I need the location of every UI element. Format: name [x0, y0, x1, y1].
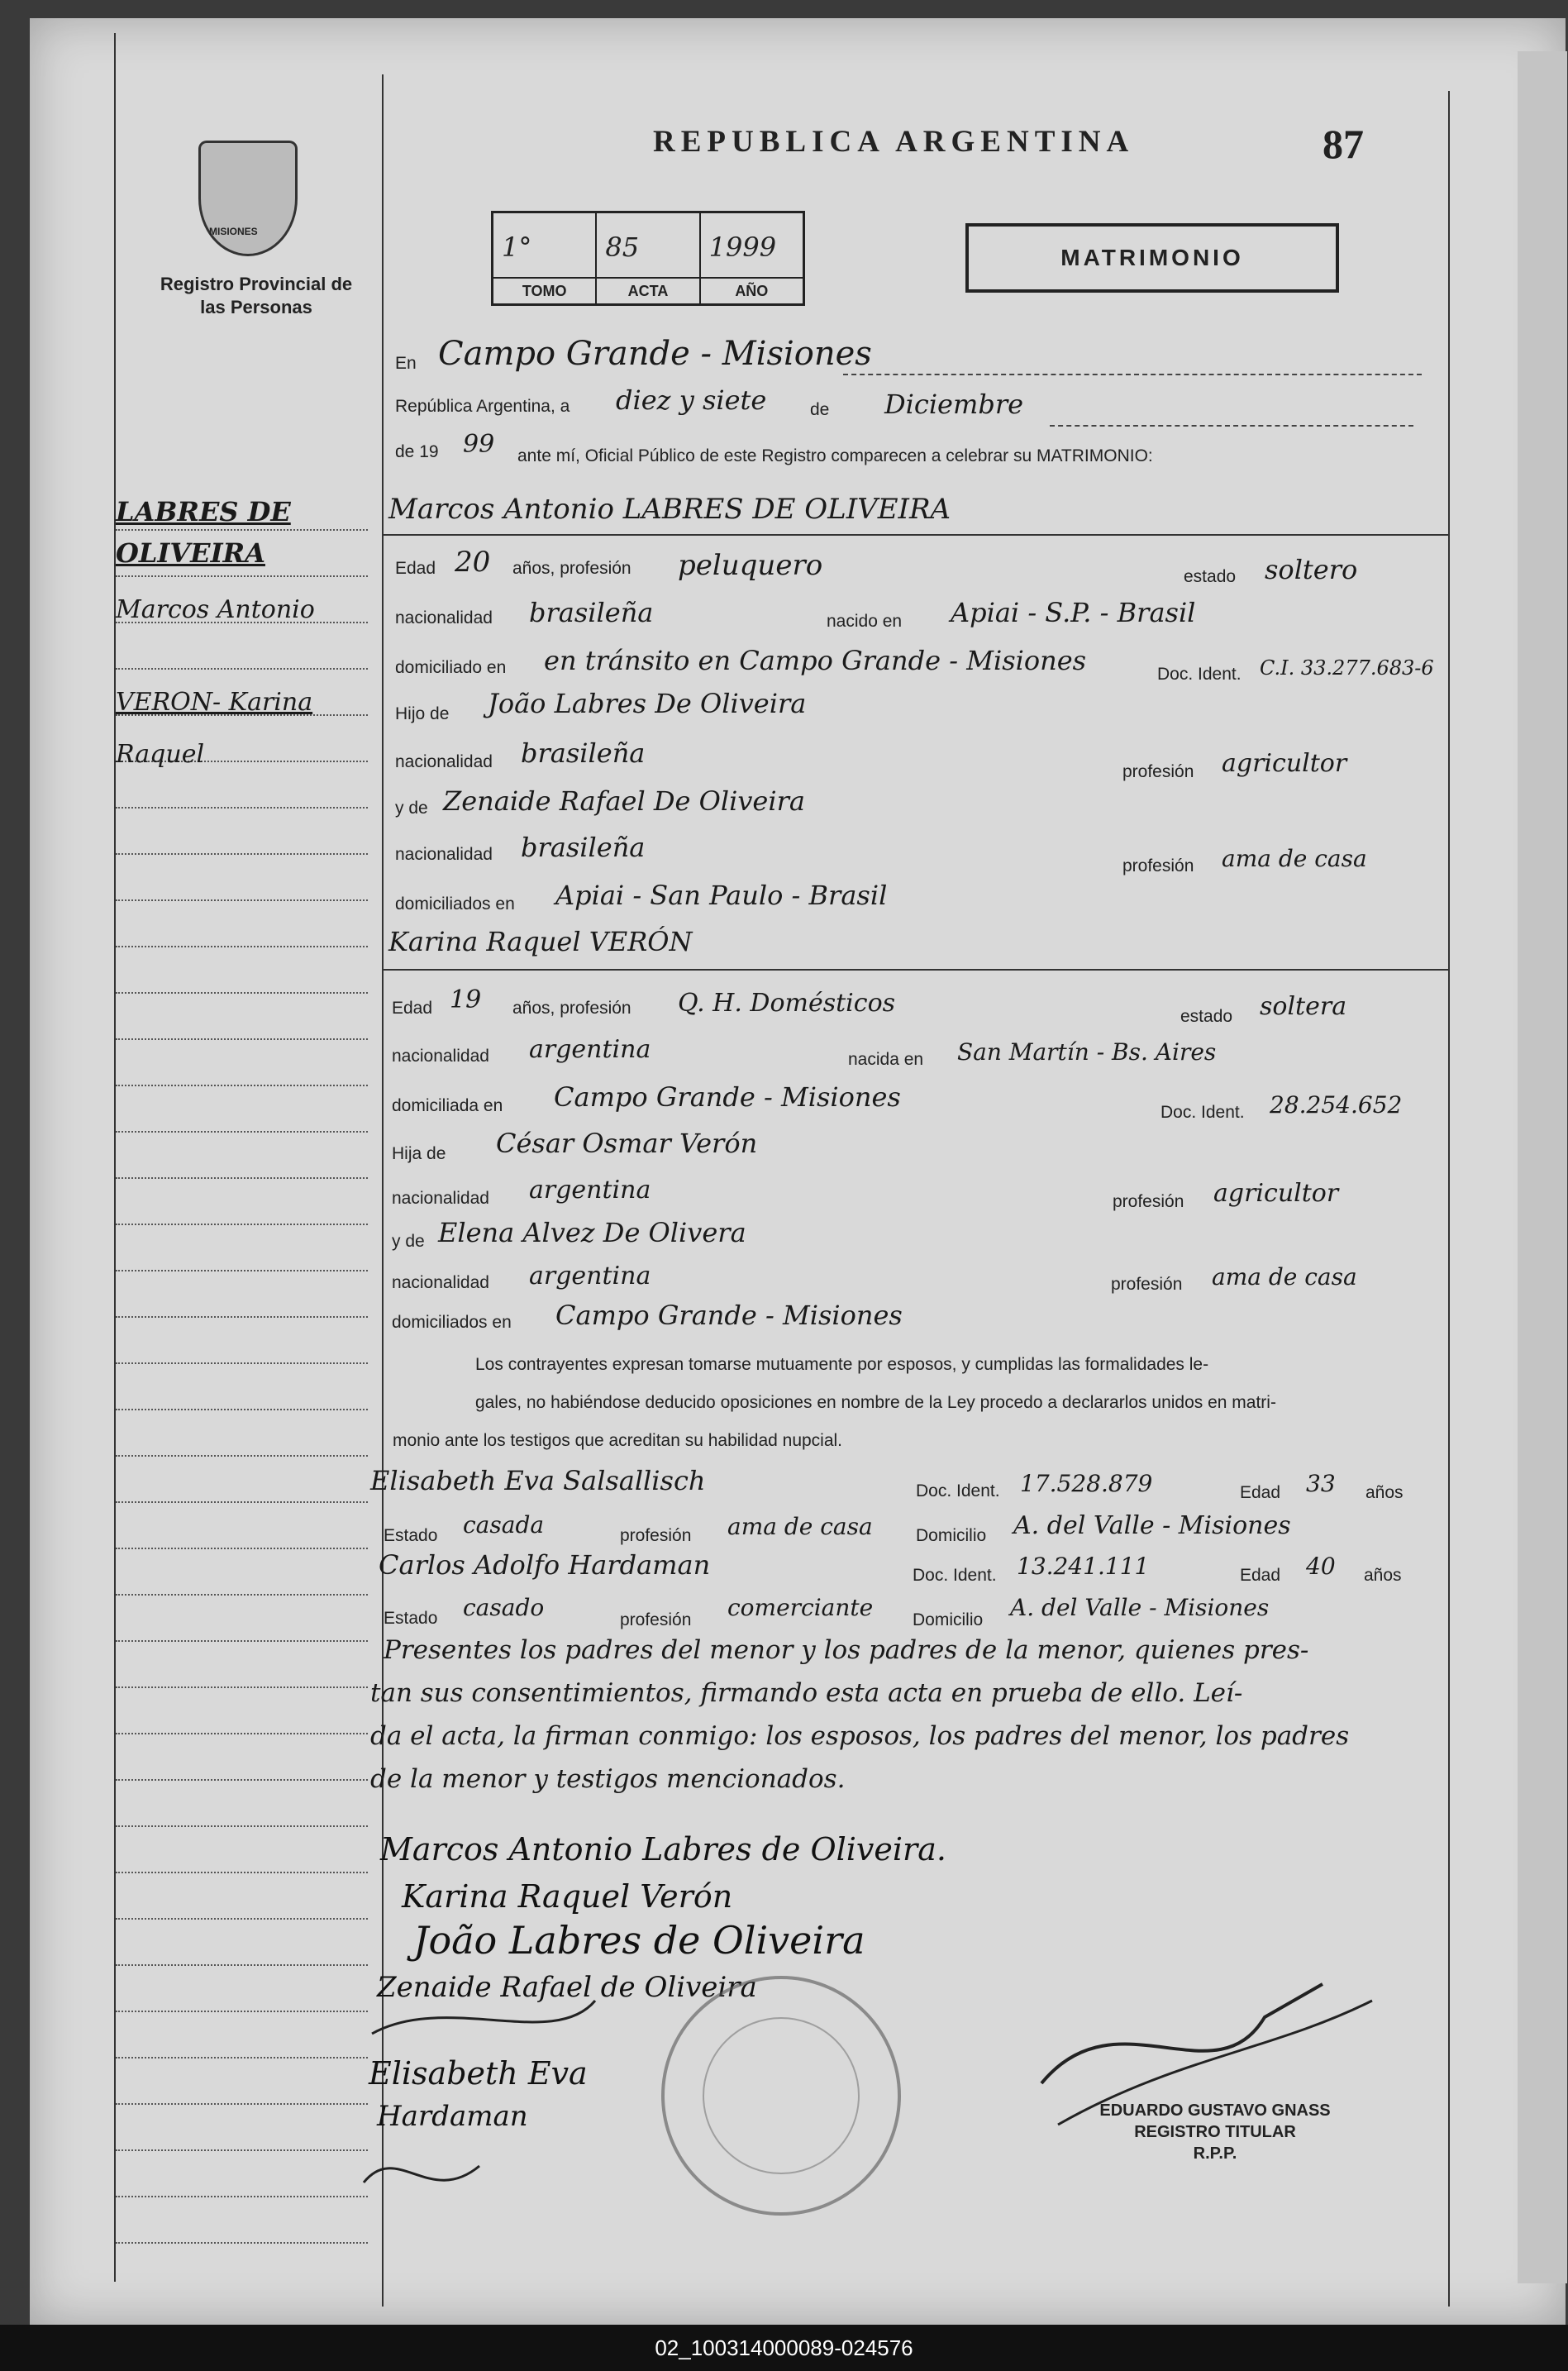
bride-mother-nac-label: nacionalidad	[392, 1273, 489, 1292]
margin-ruled-line	[116, 1594, 368, 1596]
provincial-seal: MISIONES	[198, 141, 298, 256]
margin-ruled-line	[116, 899, 368, 901]
bride-edad-label: Edad	[392, 999, 433, 1018]
witness2-estado-label: Estado	[384, 1609, 438, 1628]
bride-dom-label: domiciliada en	[392, 1096, 503, 1115]
witness1-name: Elisabeth Eva Salsallisch	[370, 1465, 706, 1496]
groom-father-nac-label: nacionalidad	[395, 752, 493, 771]
margin-name1-b: OLIVEIRA	[116, 537, 265, 569]
groom-father-prof-label: profesión	[1122, 762, 1194, 781]
margin-ruled-line	[116, 1872, 368, 1873]
margin-ruled-line	[116, 1640, 368, 1642]
bride-domicile: Campo Grande - Misiones	[554, 1081, 901, 1113]
republica-label: República Argentina, a	[395, 397, 570, 416]
marriage-month: Diciembre	[884, 389, 1024, 420]
officer-name: EDUARDO GUSTAVO GNASS	[1099, 2101, 1331, 2120]
witness1-anos-label: años	[1365, 1483, 1404, 1502]
margin-ruled-line	[116, 946, 368, 947]
ano-value: 1999	[708, 231, 777, 263]
groom-estado-label: estado	[1184, 567, 1237, 586]
tomo-cell	[493, 213, 597, 303]
bride-anos-label: años, profesión	[512, 999, 631, 1018]
marriage-day: diez y siete	[616, 384, 767, 416]
officer-title: REGISTRO TITULAR	[1134, 2123, 1296, 2141]
footer-code: 02_100314000089-024576	[0, 2325, 1568, 2371]
signature-bride: Karina Raquel Verón	[402, 1878, 733, 1915]
bride-name: Karina Raquel VERÓN	[388, 926, 693, 957]
margin-ruled-line	[116, 1177, 368, 1179]
margin-ruled-line	[116, 575, 368, 577]
bride-nacida-label: nacida en	[848, 1050, 924, 1069]
bride-father-nac-label: nacionalidad	[392, 1189, 489, 1208]
tomo-value: 1°	[502, 231, 532, 263]
ano-label: AÑO	[735, 283, 769, 299]
signature-groom-father: João Labres de Oliveira	[413, 1918, 865, 1963]
margin-ruled-line	[116, 1131, 368, 1133]
margin-ruled-line	[116, 1085, 368, 1086]
bride-doc: 28.254.652	[1270, 1091, 1403, 1119]
bride-nac-label: nacionalidad	[392, 1047, 489, 1066]
bride-father-nationality: argentina	[529, 1176, 651, 1205]
margin-ruled-line	[116, 807, 368, 809]
witness2-doc-label: Doc. Ident.	[913, 1566, 997, 1585]
groom-nationality: brasileña	[529, 597, 654, 628]
groom-hijo-label: Hijo de	[395, 704, 450, 723]
margin-ruled-line	[116, 668, 368, 670]
groom-dom-label: domiciliado en	[395, 658, 507, 677]
margin-ruled-line	[116, 1779, 368, 1781]
bride-father-prof-label: profesión	[1113, 1192, 1184, 1211]
witness1-doc: 17.528.879	[1020, 1470, 1153, 1497]
groom-mother-nac-label: nacionalidad	[395, 845, 493, 864]
document-type-box: MATRIMONIO	[965, 223, 1339, 293]
acta-label: ACTA	[627, 283, 669, 299]
marriage-year: 99	[463, 430, 495, 459]
groom-parents-domicile: Apiai - San Paulo - Brasil	[555, 880, 888, 911]
groom-estado: soltero	[1265, 554, 1358, 585]
margin-ruled-line	[116, 1825, 368, 1827]
groom-parents-dom-label: domiciliados en	[395, 894, 515, 914]
ano-cell	[701, 213, 803, 303]
witness2-estado: casado	[463, 1594, 545, 1621]
official-stamp-inner	[703, 2017, 860, 2174]
witness2-edad: 40	[1306, 1553, 1336, 1580]
notes-line4: de la menor y testigos mencionados.	[370, 1764, 846, 1794]
en-label: En	[395, 354, 417, 373]
groom-doc-label: Doc. Ident.	[1157, 665, 1242, 684]
witness2-edad-label: Edad	[1240, 1566, 1281, 1585]
witness2-profession: comerciante	[727, 1594, 874, 1621]
groom-edad-label: Edad	[395, 559, 436, 578]
bride-mother-profession: ama de casa	[1212, 1263, 1357, 1290]
groom-birthplace: Apiai - S.P. - Brasil	[951, 597, 1196, 628]
notes-line2: tan sus consentimientos, firmando esta acta en prueba de ello. Leí-	[370, 1678, 1243, 1708]
bride-age: 19	[450, 985, 482, 1014]
margin-ruled-line	[116, 1548, 368, 1549]
margin-name2-b: Raquel	[116, 740, 205, 769]
margin-name1-a: LABRES DE	[116, 496, 291, 527]
witness1-estado-label: Estado	[384, 1526, 438, 1545]
signature-groom-mother: Zenaide Rafael de Oliveira	[377, 1971, 757, 2004]
bride-profession: Q. H. Domésticos	[678, 989, 896, 1018]
margin-ruled-line	[116, 1501, 368, 1503]
notes-line1: Presentes los padres del menor y los padres de la menor, quienes pres-	[384, 1635, 1309, 1665]
witness1-dom-label: Domicilio	[916, 1526, 987, 1545]
bride-estado-label: estado	[1180, 1007, 1233, 1026]
margin-ruled-line	[116, 2011, 368, 2012]
witness2-anos-label: años	[1364, 1566, 1402, 1585]
acta-cell	[597, 213, 700, 303]
margin-ruled-line	[116, 1918, 368, 1920]
country-title: REPUBLICA ARGENTINA	[653, 125, 1135, 159]
margin-ruled-line	[116, 1686, 368, 1688]
margin-ruled-line	[116, 1362, 368, 1364]
bride-father-profession: agricultor	[1213, 1179, 1339, 1208]
notes-line3: da el acta, la firman conmigo: los esposos, los padres del menor, los padres	[370, 1721, 1350, 1751]
groom-doc: C.I. 33.277.683-6	[1260, 656, 1434, 680]
groom-nac-label: nacionalidad	[395, 608, 493, 627]
bride-doc-label: Doc. Ident.	[1161, 1103, 1245, 1122]
groom-mother-prof-label: profesión	[1122, 856, 1194, 875]
registry-name: Registro Provincial de las Personas	[160, 274, 353, 317]
witness2-domicilio: A. del Valle - Misiones	[1010, 1594, 1270, 1621]
margin-ruled-line	[116, 1733, 368, 1734]
declaration-line2: gales, no habiéndose deducido oposiciones en nombre de la Ley procedo a declararlos unidos en matri-	[475, 1393, 1276, 1412]
bride-hija-label: Hija de	[392, 1144, 446, 1163]
declaration-line3: monio ante los testigos que acreditan su habilidad nupcial.	[393, 1431, 843, 1450]
margin-name1-c: Marcos Antonio	[116, 595, 315, 624]
margin-ruled-line	[116, 2149, 368, 2151]
groom-father: João Labres De Oliveira	[488, 688, 807, 719]
witness2-name: Carlos Adolfo Hardaman	[379, 1549, 711, 1581]
margin-ruled-line	[116, 1455, 368, 1457]
margin-ruled-line	[116, 1964, 368, 1966]
margin-ruled-line	[116, 2196, 368, 2197]
witness1-profession: ama de casa	[727, 1513, 873, 1540]
page-edge	[1518, 51, 1567, 2283]
margin-ruled-line	[116, 2057, 368, 2059]
groom-anos-label: años, profesión	[512, 559, 631, 578]
margin-name2-a: VERON- Karina	[116, 688, 313, 717]
bride-mother-nationality: argentina	[529, 1262, 651, 1290]
tomo-label: TOMO	[522, 283, 567, 299]
margin-ruled-line	[116, 529, 368, 531]
signature-witness2: Hardaman	[377, 2100, 528, 2133]
bride-mother: Elena Alvez De Olivera	[438, 1217, 746, 1248]
groom-mother-nationality: brasileña	[521, 832, 646, 863]
margin-ruled-line	[116, 1224, 368, 1225]
groom-domicile: en tránsito en Campo Grande - Misiones	[544, 645, 1087, 676]
bride-parents-domicile: Campo Grande - Misiones	[555, 1300, 903, 1331]
groom-mother: Zenaide Rafael De Oliveira	[443, 785, 805, 817]
margin-ruled-line	[116, 853, 368, 855]
left-margin-border	[114, 33, 116, 2282]
bride-parents-dom-label: domiciliados en	[392, 1313, 512, 1332]
witness2-prof-label: profesión	[620, 1610, 692, 1629]
margin-ruled-line	[116, 992, 368, 994]
witness1-prof-label: profesión	[620, 1526, 692, 1545]
witness1-doc-label: Doc. Ident.	[916, 1481, 1000, 1500]
groom-mother-profession: ama de casa	[1222, 845, 1367, 872]
margin-ruled-line	[116, 1409, 368, 1410]
signature-groom: Marcos Antonio Labres de Oliveira.	[380, 1831, 946, 1868]
officer-office: R.P.P.	[1193, 2144, 1237, 2163]
bride-father: César Osmar Verón	[496, 1128, 758, 1159]
groom-profession: peluquero	[678, 549, 823, 582]
year-prefix: de 19	[395, 442, 439, 461]
right-border	[1448, 91, 1450, 2307]
groom-nacido-label: nacido en	[827, 612, 903, 631]
bride-estado: soltera	[1260, 992, 1347, 1021]
bride-nationality: argentina	[529, 1035, 651, 1064]
witness2-doc: 13.241.111	[1017, 1553, 1150, 1580]
de-label: de	[810, 400, 830, 419]
margin-ruled-line	[116, 1038, 368, 1040]
bride-mother-prof-label: profesión	[1111, 1275, 1183, 1294]
witness1-edad-label: Edad	[1240, 1483, 1281, 1502]
officer-stamp	[1075, 2100, 1356, 2164]
declaration	[393, 1346, 1418, 1460]
witness1-domicilio: A. del Valle - Misiones	[1013, 1511, 1291, 1540]
groom-father-profession: agricultor	[1222, 749, 1347, 778]
record-id-box	[491, 211, 805, 306]
acta-value: 85	[605, 231, 640, 263]
groom-age: 20	[455, 546, 491, 579]
witness1-edad: 33	[1306, 1470, 1336, 1497]
margin-ruled-line	[116, 2103, 368, 2105]
declaration-line1: Los contrayentes expresan tomarse mutuamente por esposos, y cumplidas las formalidades le-	[475, 1355, 1209, 1374]
bride-yde-label: y de	[392, 1232, 425, 1251]
page-number: 87	[1323, 121, 1364, 167]
groom-name: Marcos Antonio LABRES DE OLIVEIRA	[388, 493, 951, 526]
signature-witness1: Elisabeth Eva	[369, 2055, 588, 2092]
groom-father-nationality: brasileña	[521, 737, 646, 769]
groom-yde-label: y de	[395, 799, 428, 818]
marriage-place: Campo Grande - Misiones	[438, 335, 872, 373]
witness2-dom-label: Domicilio	[913, 1610, 984, 1629]
margin-ruled-line	[116, 1270, 368, 1271]
margin-ruled-line	[116, 1316, 368, 1318]
margin-ruled-line	[116, 2242, 368, 2244]
statement: ante mí, Oficial Público de este Registro comparecen a celebrar su MATRIMONIO:	[517, 446, 1153, 465]
bride-birthplace: San Martín - Bs. Aires	[957, 1038, 1217, 1066]
witness1-estado: casada	[463, 1511, 545, 1539]
